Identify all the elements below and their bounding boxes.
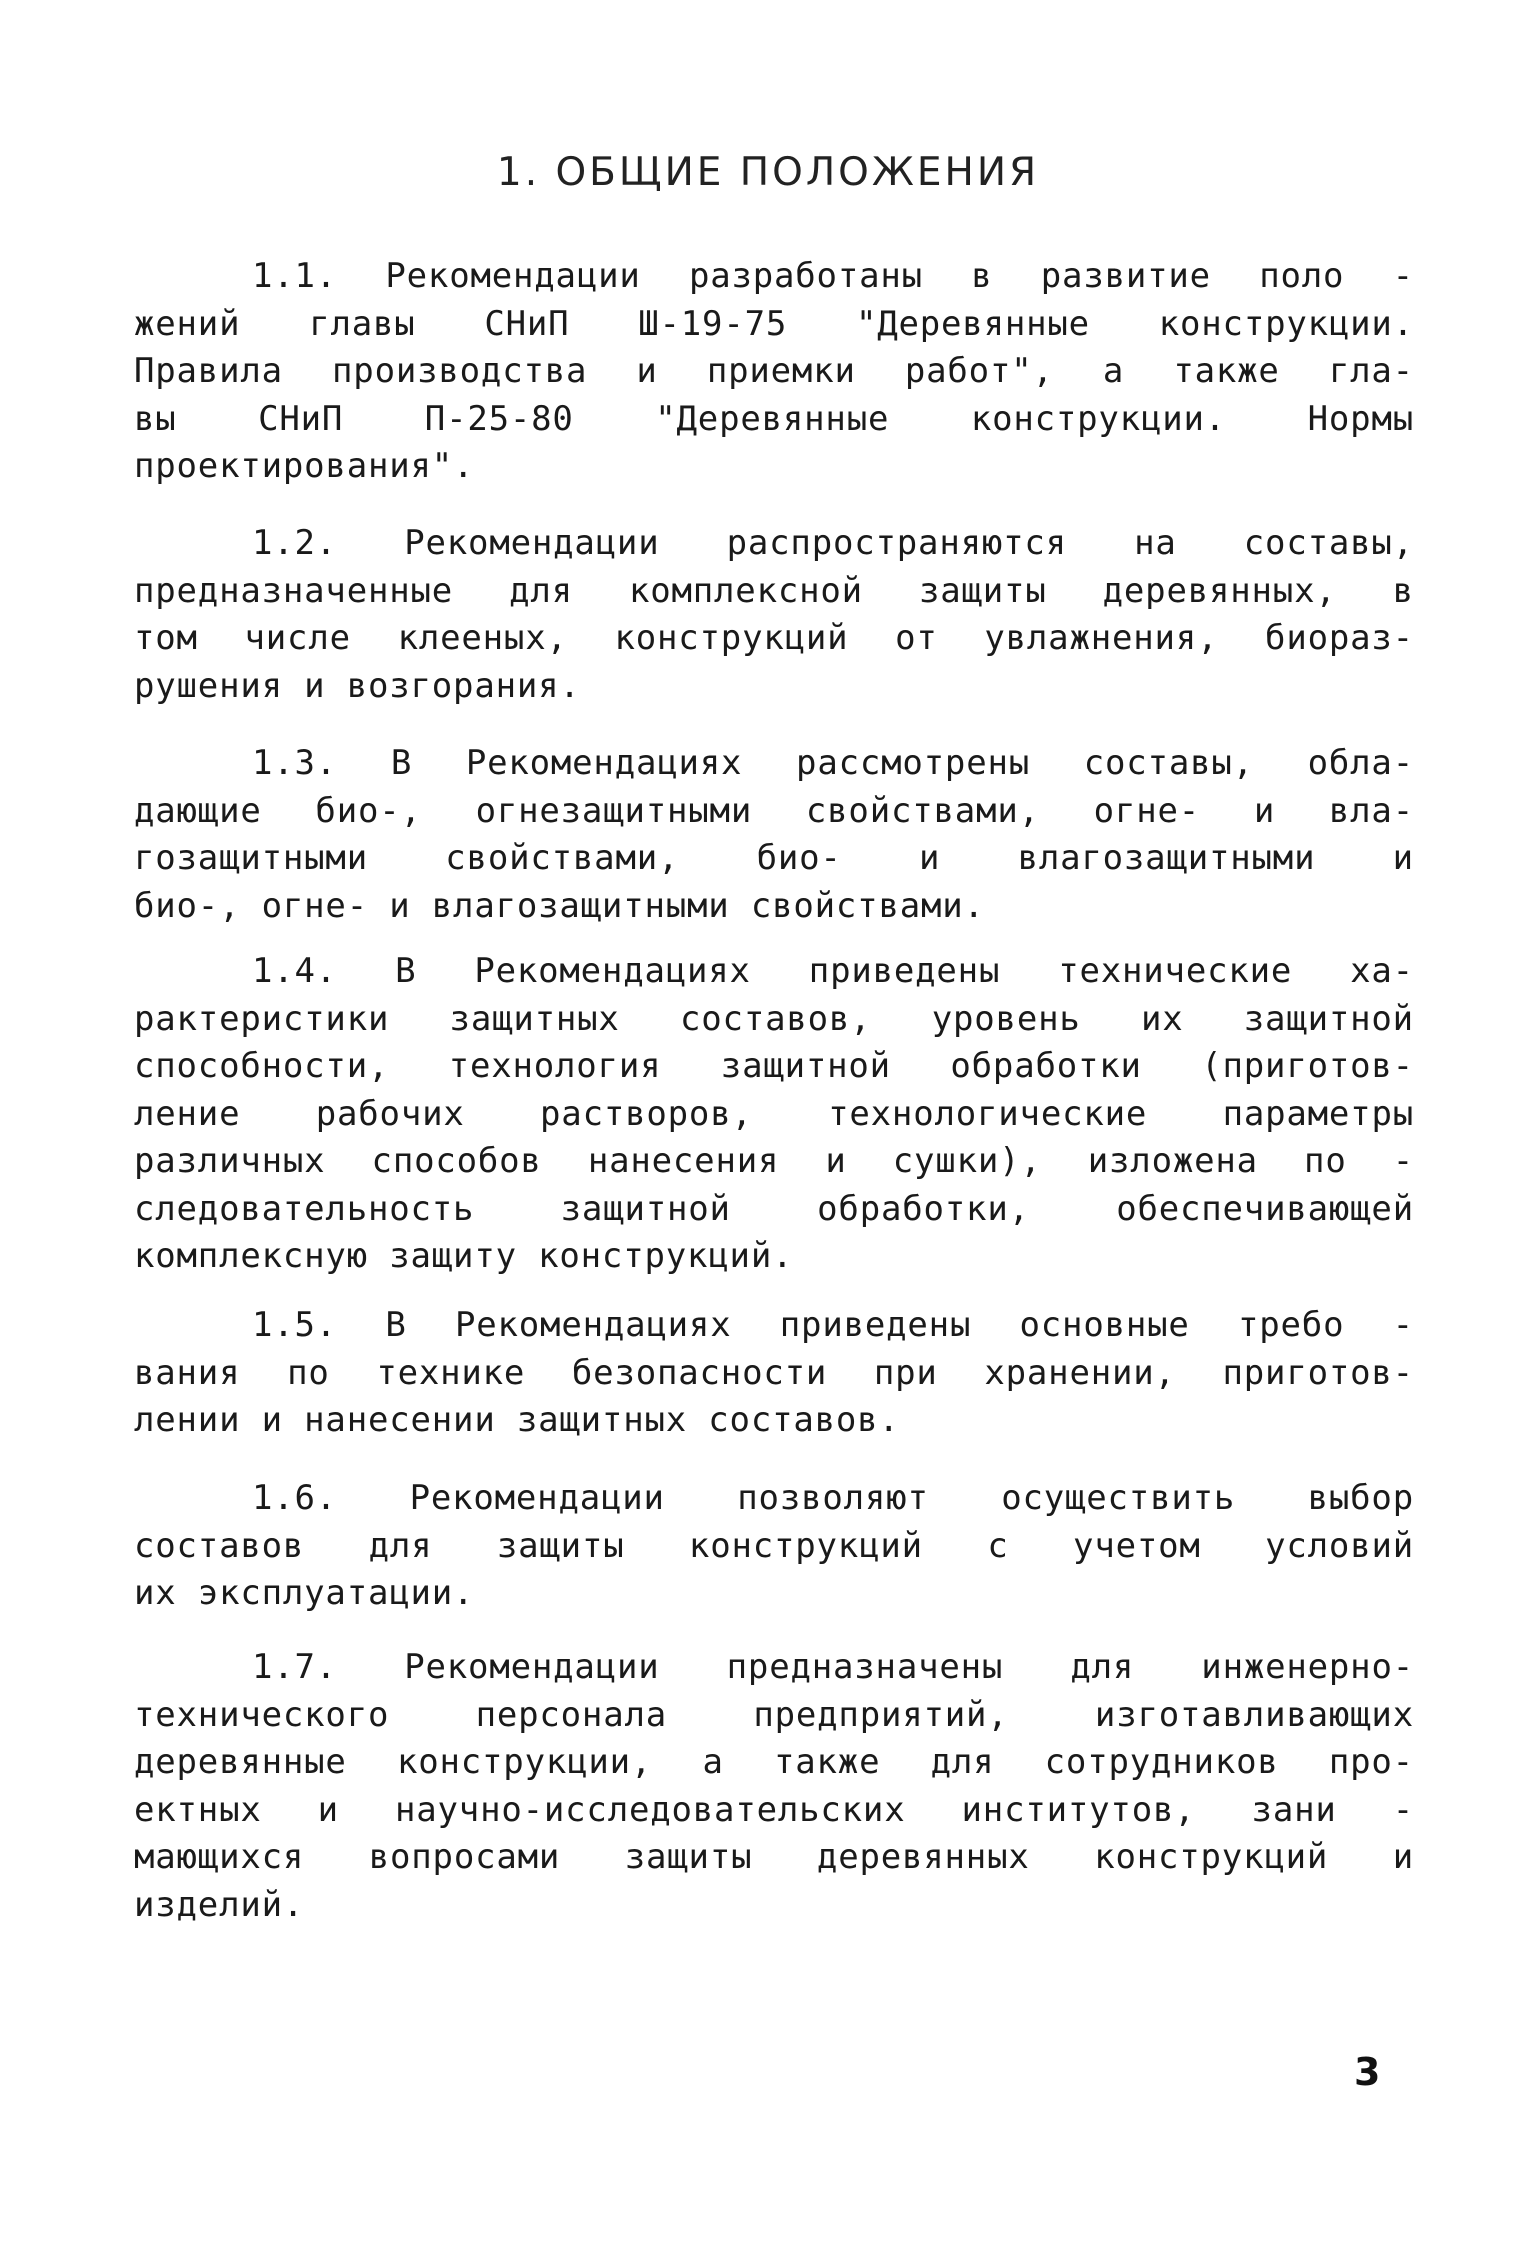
paragraph-3 <box>134 740 1414 930</box>
paragraph-7 <box>134 1644 1414 1929</box>
text-line: 1.3. В Рекомендациях рассмотрены составы, обла- <box>252 743 1414 783</box>
text-line: способности, технология защитной обработки (приготов- <box>134 1046 1414 1086</box>
text-line: гозащитными свойствами, био- и влагозащитными и <box>134 838 1414 878</box>
text-line: жений главы СНиП Ш-19-75 "Деревянные конструкции. <box>134 303 1414 344</box>
text-line: дающие био-, огнезащитными свойствами, огне- и вла- <box>134 790 1414 831</box>
text-line: следовательность защитной обработки, обеспечивающей <box>134 1188 1414 1229</box>
text-line: лении и нанесении защитных составов. <box>134 1400 900 1440</box>
page-number: 3 <box>1354 2050 1381 2094</box>
text-line: 1.7. Рекомендации предназначены для инженерно- <box>252 1647 1414 1687</box>
text-line: вания по технике безопасности при хранении, приготов- <box>134 1352 1414 1393</box>
text-line: 1.4. В Рекомендациях приведены технические ха- <box>252 951 1414 991</box>
text-line: составов для защиты конструкций с учетом условий <box>134 1525 1414 1566</box>
text-line: ление рабочих растворов, технологические параметры <box>134 1093 1414 1134</box>
text-line: 1.1. Рекомендации разработаны в развитие поло - <box>252 256 1414 296</box>
text-line: деревянные конструкции, а также для сотрудников про- <box>134 1742 1414 1782</box>
text-line: 1.6. Рекомендации позволяют осуществить выбор <box>252 1478 1414 1518</box>
text-line: рушения и возгорания. <box>134 665 581 706</box>
text-line: Правила производства и приемки работ", а также гла- <box>134 351 1414 391</box>
text-line: их эксплуатации. <box>134 1573 475 1613</box>
text-line: ектных и научно-исследовательских институтов, зани - <box>134 1789 1414 1830</box>
text-line: комплексную защиту конструкций. <box>134 1236 794 1276</box>
text-line: мающихся вопросами защиты деревянных конструкций и <box>134 1837 1414 1877</box>
text-line: био-, огне- и влагозащитными свойствами. <box>134 885 985 926</box>
paragraph-5 <box>134 1302 1414 1445</box>
text-line: рактеристики защитных составов, уровень их защитной <box>134 998 1414 1039</box>
paragraph-1 <box>134 253 1414 491</box>
text-line: 1.5. В Рекомендациях приведены основные требо - <box>252 1305 1414 1345</box>
section-heading: 1. ОБЩИЕ ПОЛОЖЕНИЯ <box>496 150 1040 195</box>
text-line: вы СНиП П-25-80 "Деревянные конструкции. Нормы <box>134 398 1414 439</box>
paragraph-4 <box>134 948 1414 1281</box>
paragraph-2 <box>134 520 1414 710</box>
paragraph-6 <box>134 1475 1414 1618</box>
text-line: 1.2. Рекомендации распространяются на составы, <box>252 523 1414 563</box>
text-line: проектирования". <box>134 446 475 486</box>
text-line: технического персонала предприятий, изготавливающих <box>134 1694 1414 1735</box>
text-line: том числе клееных, конструкций от увлажнения, биораз- <box>134 618 1414 658</box>
text-line: изделий. <box>134 1884 305 1925</box>
text-line: предназначенные для комплексной защиты деревянных, в <box>134 570 1414 611</box>
text-line: различных способов нанесения и сушки), изложена по - <box>134 1141 1414 1181</box>
